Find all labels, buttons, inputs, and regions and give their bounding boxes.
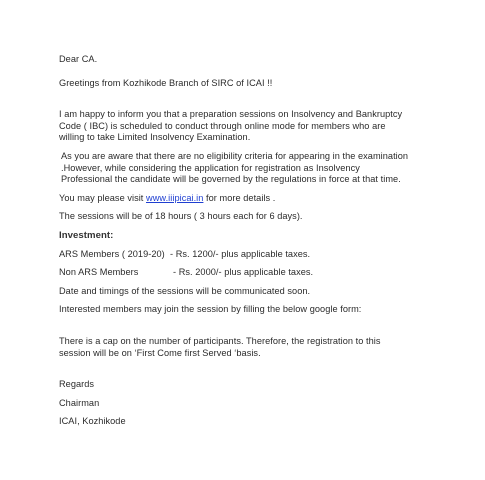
interested-line: Interested members may join the session by filling the below google form: <box>59 304 362 315</box>
signatory: Chairman <box>59 397 100 408</box>
investment-heading: Investment: <box>59 229 114 241</box>
website-link[interactable]: www.iiipicai.in <box>146 192 204 203</box>
greeting: Greetings from Kozhikode Branch of SIRC of ICAI !! <box>59 77 273 88</box>
visit-suffix: for more details . <box>203 192 276 203</box>
eligibility-paragraph <box>59 151 449 186</box>
cap-line: session will be on ‘First Come first Served ‘basis. <box>59 347 261 358</box>
eligibility-line: .However, while considering the application for registration as Insolvency <box>61 162 360 173</box>
organization: ICAI, Kozhikode <box>59 416 126 427</box>
ars-fee-line <box>59 249 449 261</box>
visit-line <box>59 193 449 205</box>
intro-line: I am happy to inform you that a preparation sessions on Insolvency and Bankruptcy <box>59 109 403 120</box>
intro-line: willing to take Limited Insolvency Examination. <box>59 132 251 143</box>
intro-paragraph <box>59 109 449 144</box>
eligibility-line: Professional the candidate will be governed by the regulations in force at that time. <box>61 174 401 185</box>
letter-body <box>59 54 449 428</box>
nonars-fee: - Rs. 2000/- plus applicable taxes. <box>173 267 314 278</box>
cap-paragraph <box>59 336 449 359</box>
nonars-fee-line <box>59 267 449 279</box>
date-timing-line: Date and timings of the sessions will be communicated soon. <box>59 285 311 296</box>
regards: Regards <box>59 379 95 390</box>
salutation: Dear CA. <box>59 54 98 64</box>
intro-line: Code ( IBC) is scheduled to conduct through online mode for members who are <box>59 120 386 131</box>
eligibility-line: As you are aware that there are no eligibility criteria for appearing in the examination <box>61 150 409 161</box>
ars-label: ARS Members ( 2019-20) <box>59 248 165 259</box>
sessions-line: The sessions will be of 18 hours ( 3 hours each for 6 days). <box>59 211 303 222</box>
cap-line: There is a cap on the number of participants. Therefore, the registration to this <box>59 335 381 346</box>
visit-prefix: You may please visit <box>59 192 147 203</box>
ars-fee: - Rs. 1200/- plus applicable taxes. <box>170 248 311 259</box>
nonars-label: Non ARS Members <box>59 267 139 278</box>
